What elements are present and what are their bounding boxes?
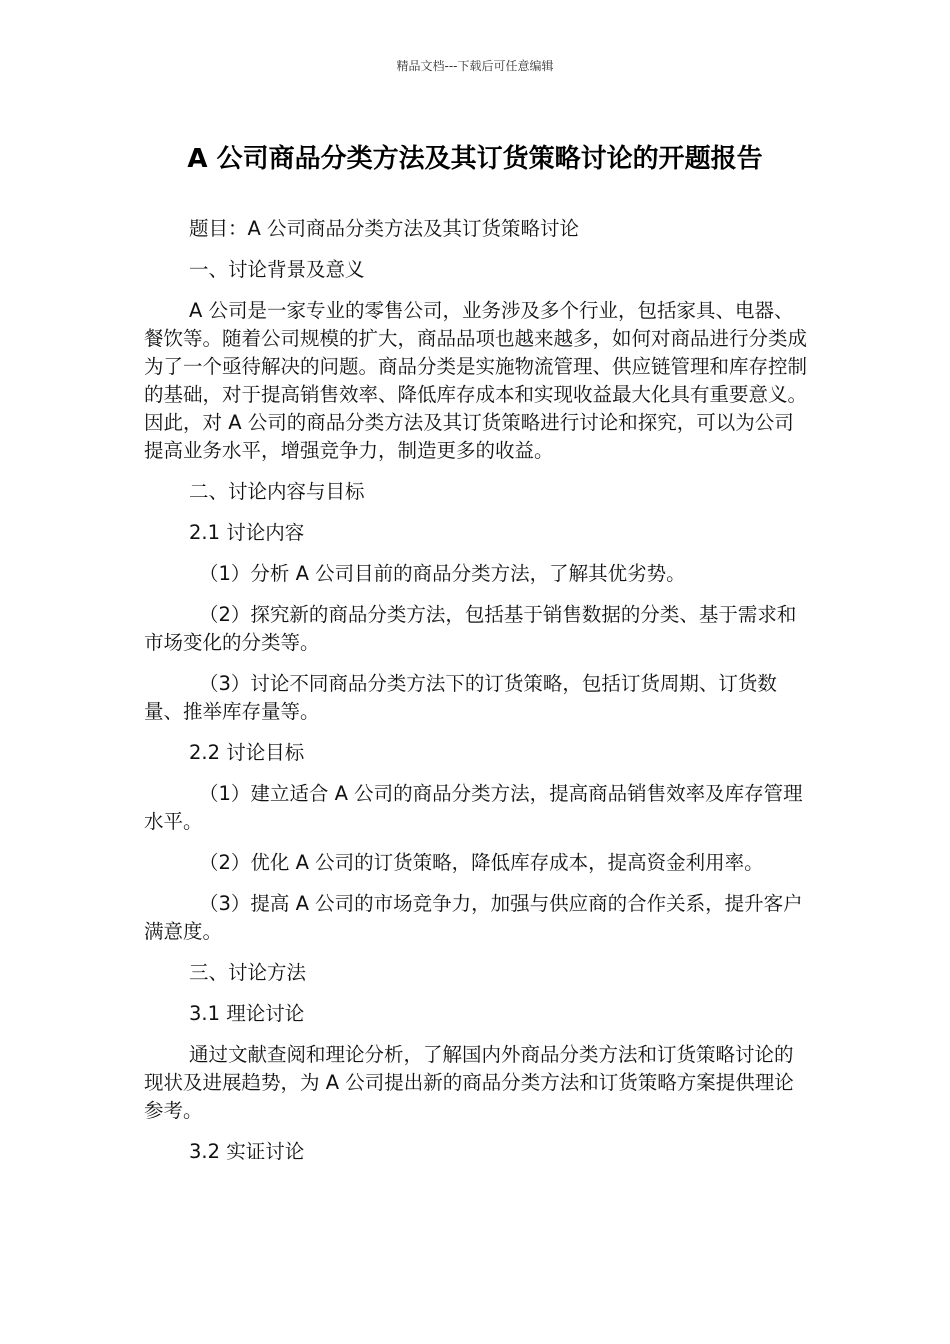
document-title: A 公司商品分类方法及其订货策略讨论的开题报告	[187, 144, 763, 174]
subsection-heading-empirical: 3.2 实证讨论	[189, 1140, 305, 1163]
content-item-1: （1）分析 A 公司目前的商品分类方法，了解其优劣势。	[199, 562, 686, 585]
content-item-2: （2）探究新的商品分类方法，包括基于销售数据的分类、基于需求和市场变化的分类等。	[144, 603, 797, 654]
topic-line: 题目：A 公司商品分类方法及其订货策略讨论	[189, 217, 580, 240]
theory-paragraph: 通过文献查阅和理论分析，了解国内外商品分类方法和订货策略讨论的现状及进展趋势，为 A 公司提出新的商品分类方法和订货策略方案提供理论参考。	[144, 1043, 794, 1122]
document-body	[144, 215, 808, 1179]
goal-item-2: （2）优化 A 公司的订货策略，降低库存成本，提高资金利用率。	[199, 851, 764, 874]
page-header-note: 精品文档---下载后可任意编辑	[396, 59, 554, 73]
section-heading-methods: 三、讨论方法	[189, 961, 307, 984]
subsection-heading-content: 2.1 讨论内容	[189, 521, 305, 544]
subsection-heading-theory: 3.1 理论讨论	[189, 1002, 305, 1025]
section-heading-background: 一、讨论背景及意义	[189, 258, 365, 281]
goal-item-3: （3）提高 A 公司的市场竞争力，加强与供应商的合作关系，提升客户满意度。	[144, 892, 803, 943]
goal-item-1: （1）建立适合 A 公司的商品分类方法，提高商品销售效率及库存管理水平。	[144, 782, 803, 833]
background-paragraph: A 公司是一家专业的零售公司，业务涉及多个行业，包括家具、电器、餐饮等。随着公司规模的扩大，商品品项也越来越多，如何对商品进行分类成为了一个亟待解决的问题。商品分类是实施物流管理、供应链管理和库存控制的基础，对于提高销售效率、降低库存成本和实现收益最大化具有重要意义。因此，对 A 公司的商品分类方法及其订货策略进行讨论和探究，可以为公司提高业务水平，增强竞争力，制造更多的收益。	[144, 299, 808, 462]
content-item-3: （3）讨论不同商品分类方法下的订货策略，包括订货周期、订货数量、推举库存量等。	[144, 672, 777, 723]
section-heading-content-goals: 二、讨论内容与目标	[189, 480, 365, 503]
subsection-heading-goals: 2.2 讨论目标	[189, 741, 305, 764]
